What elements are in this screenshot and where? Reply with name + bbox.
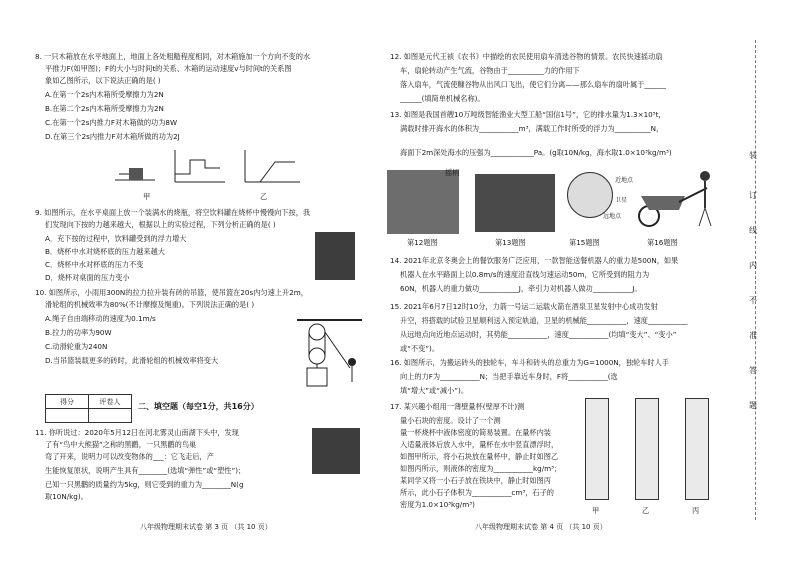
- q13-line-3: 海面下2m深处海水的压强为____________Pa。(g取10N/kg，海水取1.0×10³kg/m³): [400, 148, 672, 157]
- binding-char: 不: [749, 296, 757, 305]
- q17-line-7: 某同学又将一小石子放在铁块中，静止时如图丙: [400, 476, 551, 485]
- q10-stem-1: 10. 如图所示，小雨用300N的拉力拉升装有砖的吊篮，使吊篮在20s内匀速上升2m，: [35, 288, 308, 297]
- q17-line-5: 如图甲所示，将小石块放在量杯中，静止时如图乙: [400, 452, 559, 461]
- right-page-footer: 八年级物理期末试卷 第 4 页 （共 10 页）: [475, 523, 607, 531]
- score-input-cell[interactable]: [46, 409, 89, 423]
- q9-stem-1: 9. 如图所示，在水平桌面上放一个装满水的烧瓶，将空饮料罐在烧杯中慢慢向下按，我: [35, 208, 311, 217]
- q11-line-1: 11. 你听说过：2020年5月12日在河北雾灵山南湖下头中，发现: [35, 428, 239, 437]
- right-page: [385, 0, 750, 561]
- q12-line-3: 落入扇车，气流使糠谷物从出风口飞出，使它们分离——那么扇车的扇叶属于______: [400, 80, 666, 89]
- q15-top-label: 近地点: [615, 177, 634, 184]
- q10-option-d: D.当吊篮装载更多的砖时，此滑轮组的机械效率将变大: [45, 356, 219, 365]
- q8-stem-3: 象如乙图所示，以下说法正确的是( ): [45, 76, 161, 85]
- caption-fig13: 第13题图: [495, 238, 526, 247]
- grader-input-cell[interactable]: [89, 409, 132, 423]
- q9-option-a: A．充下按的过程中，饮料罐受到的浮力增大: [45, 234, 187, 243]
- q8-option-c: C.在第一个2s内推力F对木箱做的功为8W: [45, 118, 178, 127]
- left-page: [30, 0, 395, 561]
- section-title: 二、填空题（每空1分，共16分）: [138, 402, 259, 411]
- q9-option-b: B．烧杯中水对烧杯底的压力越来越大: [45, 247, 165, 256]
- caption-fig16: 第16题图: [647, 238, 678, 247]
- q15-line-4: 或“不变”)。: [400, 344, 440, 353]
- q9-stem-2: 们发现向下按的力越来越大，根据以上的实验过程，下列分析正确的是( ): [45, 220, 276, 229]
- q8-option-a: A.在第一个2s内木箱所受摩擦力为2N: [45, 90, 164, 99]
- binding-char: 内: [749, 261, 757, 270]
- caption-fig15: 第15题图: [569, 238, 600, 247]
- q16-line-2: 向上的力F为___________N；当把手靠近车身时，F将___________(选: [400, 372, 618, 381]
- cylinder-label-jia: 甲: [592, 506, 600, 515]
- q17-line-8: 所示，此小石子体积为___________cm³，石子的: [400, 488, 554, 497]
- caption-fig12: 第12题图: [407, 238, 438, 247]
- q15-line-3: 从远地点向近地点运动时，其势能___________，速度___________(均填“变大”、“变小”: [400, 330, 677, 339]
- cylinder-yi: [635, 398, 659, 500]
- score-table: [45, 394, 132, 423]
- q14-line-2: 机器人在水平路面上以0.8m/s的速度沿直线匀速运动50m，它所受到的阻力为: [400, 270, 650, 279]
- q8-option-d: D.在第三个2s内推力F对木箱所做的功为2J: [45, 132, 180, 141]
- q10-option-c: C.动滑轮重为240N: [45, 342, 108, 351]
- q15-line-1: 15. 2021年6月7日12时10分，力箭一号运二运载火箭在酒泉卫星发射中心成功发射: [390, 302, 658, 311]
- q8-label-yi: 乙: [260, 192, 268, 201]
- cylinder-label-yi: 乙: [642, 506, 650, 515]
- q11-line-5: 已知一只黑鹳的质量约为5kg，则它受到的重力为________N(g: [45, 480, 244, 489]
- q17-line-2: 量小石块的密度。设计了一个测: [400, 416, 501, 425]
- q17-line-3: 量一杯烧杯中液体密度的简易装置。在量杯内装: [400, 428, 551, 437]
- q11-line-6: 取10N/kg)。: [45, 492, 88, 501]
- binding-char: 线: [749, 226, 757, 235]
- binding-char: 订: [749, 191, 757, 200]
- binding-char: 答: [749, 366, 757, 375]
- q8-stem-2: 平推力F(如甲图)；F的大小与时间t的关系、木箱的运动速度v与时间t的关系图: [45, 64, 292, 73]
- cylinder-label-bing: 丙: [692, 506, 700, 515]
- q15-bot-label: 远地点: [603, 213, 622, 220]
- q16-line-1: 16. 如图所示，为搬运砖头的独轮车，车斗和砖头的总重力为G=1000N，独轮车时人手: [390, 358, 669, 367]
- cylinder-jia: [585, 398, 609, 500]
- q8-label-jia: 甲: [143, 192, 151, 201]
- q11-line-4: 生能恢复原状，说明产生具有________(选填“弹性”或“塑性”)；: [45, 466, 246, 475]
- q13-line-2: 满载时排开海水的体积为___________m³，满载工作时所受的浮力为__________N，: [400, 124, 664, 133]
- cylinder-bing: [685, 398, 709, 500]
- q11-line-3: 弯了开来，说明力可以改变物体的___：它飞走后，产: [45, 452, 214, 461]
- q12-line-2: 车，扇轮转动产生气流，谷物由于__________力的作用下: [400, 66, 580, 75]
- q11-line-2: 了有“鸟中大熊猫”之称的黑鹳，一只黑鹳的鸟巢: [45, 440, 197, 449]
- q9-photo: [315, 232, 355, 280]
- binding-char: 准: [749, 331, 757, 340]
- q8-option-b: B.在第二个2s内木箱所受摩擦力为2N: [45, 104, 164, 113]
- q10-stem-2: 滑轮组的机械效率为80%(不计摩擦及绳重)。下列说法正确的是( ): [45, 300, 255, 309]
- q17-line-1: 17. 某兴趣小组用一薄壁量杯(壁厚不计)测: [390, 402, 525, 411]
- q9-option-c: C．烧杯中水对杯底的压力不变: [45, 260, 144, 269]
- q16-wheelbarrow-figure: [635, 168, 715, 230]
- q17-line-9: 密度为1.0×10³kg/m³): [400, 500, 475, 509]
- q17-line-6: 如图丙所示，则液体的密度为___________kg/m³；: [400, 464, 562, 473]
- binding-dashed-line: [755, 40, 756, 520]
- q17-line-4: 入适量液体后放入水中，量杯在水中竖直漂浮时，: [400, 440, 559, 449]
- q10-option-b: B.拉力的功率为90W: [45, 328, 112, 337]
- q13-ship-photo: [475, 174, 555, 232]
- q10-pulley-figure: [292, 318, 372, 390]
- q15-mid-label: 卫星: [615, 197, 628, 204]
- q12-line-1: 12. 如图是元代王祯《农书》中描绘的农民使用扇车清选谷物的情景。农民快速摇动扇: [390, 52, 663, 61]
- q10-option-a: A.绳子自由端移动的速度为0.1m/s: [45, 314, 156, 323]
- binding-margin: [735, 0, 775, 561]
- q12-line-4: ______(填简单机械名称)。: [400, 94, 485, 103]
- q14-line-1: 14. 2021年北京冬奥会上的餐饮服务广泛应用，一款智能送餐机器人的重力是500N，如果: [390, 256, 679, 265]
- grader-cell: 评卷人: [89, 395, 132, 409]
- q11-bird-photo: [312, 428, 360, 474]
- q12-handle-label: 摇柄: [445, 168, 460, 177]
- left-page-footer: 八年级物理期末试卷 第 3 页 （共 10 页）: [140, 523, 272, 531]
- q12-fan-photo: [387, 170, 459, 234]
- binding-char: 装: [749, 151, 757, 160]
- q8-stem-1: 8. 一只木箱放在水平地面上，地面上各处粗糙程度相同，对木箱施加一个方向不变的水: [35, 52, 311, 61]
- q9-option-d: D．烧杯对桌面的压力变小: [45, 273, 130, 282]
- q14-line-3: 60N，机器人的重力做功___________J，牵引力对机器人做功___________J。: [400, 284, 642, 293]
- q13-line-1: 13. 如图是我国首艘10万吨级智能渔业大型工船“国信1号”，它的排水量为1.3×10⁵t，: [390, 110, 666, 119]
- q15-line-2: 升空，将搭载的试验卫星顺利送入预定轨道，卫星的机械能___________，速度___________: [400, 316, 688, 325]
- binding-char: 题: [749, 401, 757, 410]
- q16-line-3: 填“增大”或“减小”)。: [400, 386, 469, 395]
- score-cell: 得分: [46, 395, 89, 409]
